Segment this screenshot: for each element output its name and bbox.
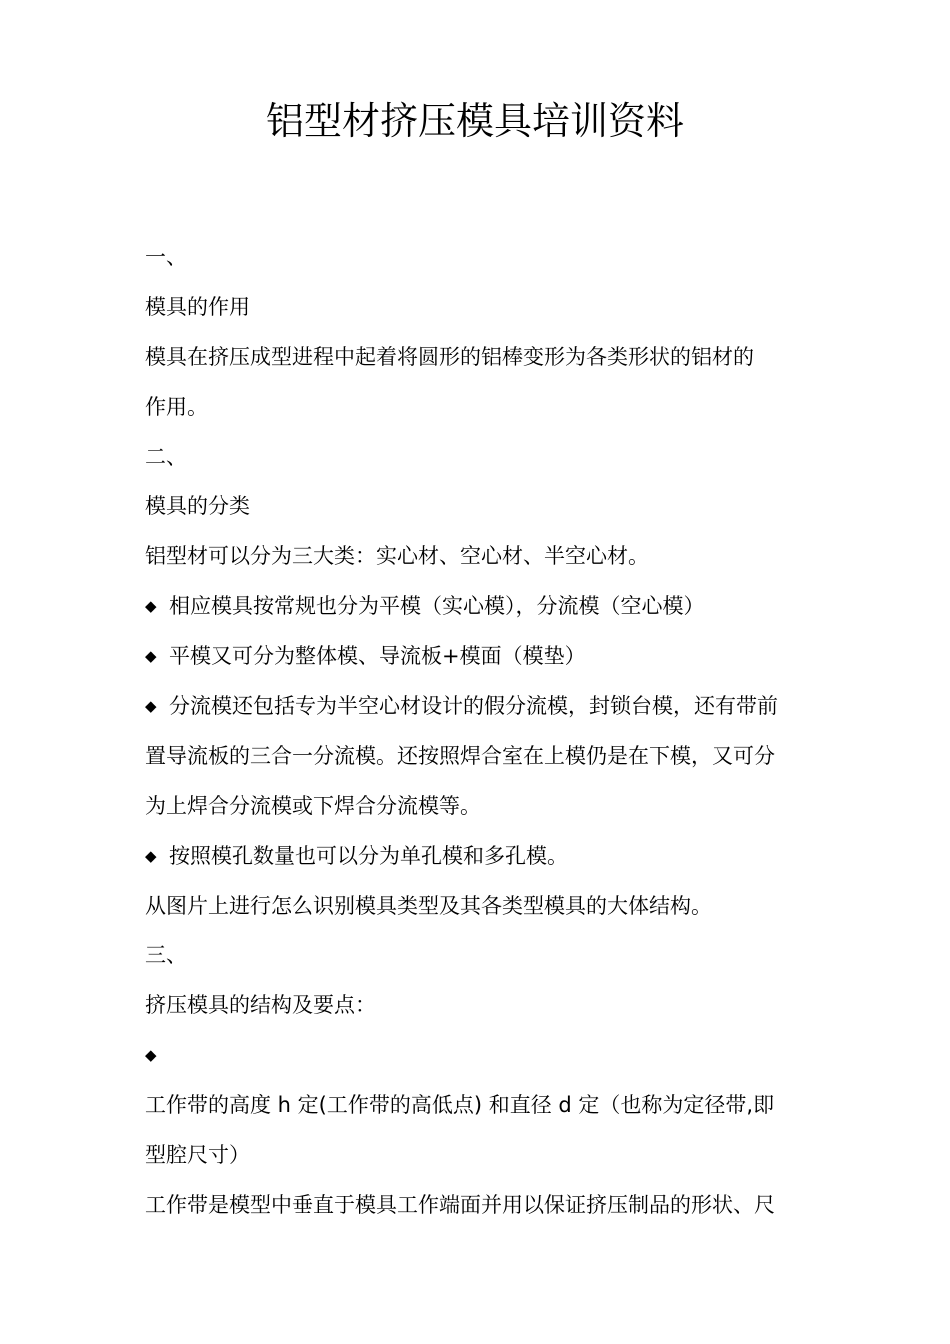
line-text: 工作带的高度 h 定(工作带的高低点) 和直径 d 定（也称为定径带,即 [145, 1093, 775, 1118]
document-title: 铝型材挤压模具培训资料 [265, 99, 684, 143]
line-text: 一、 [145, 245, 187, 269]
bullet-line [145, 582, 810, 632]
text-line [145, 732, 810, 782]
line-text: 为上焊合分流模或下焊合分流模等。 [145, 793, 481, 818]
text-line [145, 383, 810, 433]
diamond-bullet-icon: ◆ [145, 647, 157, 666]
bullet-line [145, 832, 810, 882]
text-line [145, 1181, 810, 1231]
diamond-bullet-icon: ◆ [145, 846, 157, 865]
text-line [145, 333, 810, 383]
line-text: 三、 [145, 943, 187, 968]
text-line [145, 233, 810, 283]
line-text: 二、 [145, 444, 187, 469]
line-text: 型腔尺寸） [145, 1143, 250, 1168]
bullet-line [145, 632, 810, 682]
line-text: 置导流板的三合一分流模。还按照焊合室在上模仍是在下模，又可分 [145, 743, 775, 768]
text-line [145, 931, 810, 981]
line-text: 分流模还包括专为半空心材设计的假分流模，封锁台模，还有带前 [169, 694, 778, 719]
line-text: 按照模孔数量也可以分为单孔模和多孔模。 [169, 843, 568, 868]
line-text: 铝型材可以分为三大类：实心材、空心材、半空心材。 [145, 544, 649, 569]
line-text: 相应模具按常规也分为平模（实心模），分流模（空心模） [169, 594, 705, 619]
text-line [145, 782, 810, 832]
bullet-line [145, 1031, 810, 1081]
text-line [145, 283, 810, 333]
line-text: 模具的分类 [145, 494, 250, 519]
text-line [145, 1131, 810, 1181]
line-text: 挤压模具的结构及要点： [145, 993, 376, 1018]
bullet-line [145, 682, 810, 732]
document-body [145, 233, 810, 1231]
diamond-bullet-icon: ◆ [145, 1046, 157, 1065]
diamond-bullet-icon: ◆ [145, 597, 157, 616]
line-text: 模具的作用 [145, 294, 250, 319]
text-line [145, 532, 810, 582]
text-line [145, 433, 810, 483]
text-line [145, 482, 810, 532]
text-line [145, 981, 810, 1031]
line-text: 作用。 [145, 394, 208, 419]
line-text: 工作带是模型中垂直于模具工作端面并用以保证挤压制品的形状、尺 [145, 1192, 775, 1217]
line-text: 平模又可分为整体模、导流板+模面（模垫） [169, 644, 586, 669]
text-line [145, 1081, 810, 1131]
diamond-bullet-icon: ◆ [145, 697, 157, 716]
text-line [145, 882, 810, 932]
line-text: 从图片上进行怎么识别模具类型及其各类型模具的大体结构。 [145, 893, 712, 918]
line-text: 模具在挤压成型进程中起着将圆形的铝棒变形为各类形状的铝材的 [145, 344, 754, 369]
